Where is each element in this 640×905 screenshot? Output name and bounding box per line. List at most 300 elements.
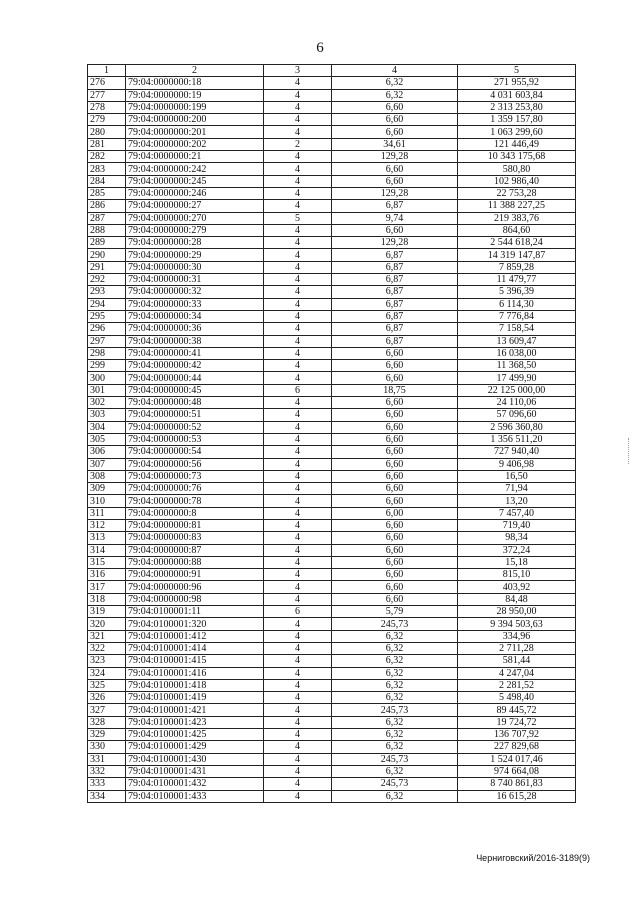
- category-cell: 4: [264, 237, 332, 249]
- cadastral-number-cell: 79:04:0000000:21: [126, 151, 264, 163]
- category-cell: 4: [264, 458, 332, 470]
- cadastral-number-cell: 79:04:0100001:418: [126, 679, 264, 691]
- cadastral-number-cell: 79:04:0100001:11: [126, 606, 264, 618]
- cadastral-number-cell: 79:04:0000000:31: [126, 274, 264, 286]
- rate-cell: 6,60: [332, 532, 458, 544]
- category-cell: 4: [264, 729, 332, 741]
- table-row: [88, 581, 576, 593]
- table-row: [88, 298, 576, 310]
- amount-cell: 271 955,92: [458, 77, 576, 89]
- amount-cell: 9 406,98: [458, 458, 576, 470]
- category-cell: 4: [264, 360, 332, 372]
- cadastral-number-cell: 79:04:0000000:279: [126, 224, 264, 236]
- cadastral-number-cell: 79:04:0100001:416: [126, 667, 264, 679]
- rate-cell: 129,28: [332, 187, 458, 199]
- table-row: [88, 458, 576, 470]
- rate-cell: 9,74: [332, 212, 458, 224]
- row-number-cell: 318: [88, 593, 126, 605]
- amount-cell: 219 383,76: [458, 212, 576, 224]
- row-number-cell: 320: [88, 618, 126, 630]
- rate-cell: 34,61: [332, 138, 458, 150]
- category-cell: 4: [264, 286, 332, 298]
- table-row: [88, 618, 576, 630]
- rate-cell: 6,32: [332, 667, 458, 679]
- row-number-cell: 284: [88, 175, 126, 187]
- cadastral-number-cell: 79:04:0000000:78: [126, 495, 264, 507]
- amount-cell: 17 499,90: [458, 372, 576, 384]
- category-cell: 4: [264, 716, 332, 728]
- category-cell: 4: [264, 126, 332, 138]
- amount-cell: 136 707,92: [458, 729, 576, 741]
- amount-cell: 2 544 618,24: [458, 237, 576, 249]
- table-row: [88, 274, 576, 286]
- table-row: [88, 753, 576, 765]
- category-cell: 4: [264, 556, 332, 568]
- category-cell: 4: [264, 274, 332, 286]
- category-cell: 4: [264, 532, 332, 544]
- category-cell: 6: [264, 606, 332, 618]
- cadastral-number-cell: 79:04:0100001:421: [126, 704, 264, 716]
- row-number-cell: 311: [88, 507, 126, 519]
- table-row: [88, 310, 576, 322]
- table-row: [88, 716, 576, 728]
- cadastral-number-cell: 79:04:0000000:200: [126, 114, 264, 126]
- amount-cell: 2 596 360,80: [458, 421, 576, 433]
- cadastral-number-cell: 79:04:0000000:270: [126, 212, 264, 224]
- row-number-cell: 332: [88, 765, 126, 777]
- rate-cell: 6,32: [332, 679, 458, 691]
- rate-cell: 6,32: [332, 642, 458, 654]
- table-row: [88, 556, 576, 568]
- cadastral-number-cell: 79:04:0000000:33: [126, 298, 264, 310]
- rate-cell: 6,60: [332, 569, 458, 581]
- rate-cell: 18,75: [332, 384, 458, 396]
- rate-cell: 6,60: [332, 483, 458, 495]
- category-cell: 4: [264, 704, 332, 716]
- cadastral-number-cell: 79:04:0000000:38: [126, 335, 264, 347]
- rate-cell: 6,60: [332, 101, 458, 113]
- rate-cell: 6,60: [332, 556, 458, 568]
- category-cell: 4: [264, 77, 332, 89]
- rate-cell: 6,60: [332, 114, 458, 126]
- amount-cell: 5 396,39: [458, 286, 576, 298]
- amount-cell: 16,50: [458, 470, 576, 482]
- category-cell: 4: [264, 89, 332, 101]
- amount-cell: 7 158,54: [458, 323, 576, 335]
- table-row: [88, 286, 576, 298]
- amount-cell: 1 524 017,46: [458, 753, 576, 765]
- amount-cell: 4 247,04: [458, 667, 576, 679]
- amount-cell: 7 457,40: [458, 507, 576, 519]
- rate-cell: 6,32: [332, 655, 458, 667]
- rate-cell: 6,87: [332, 286, 458, 298]
- row-number-cell: 329: [88, 729, 126, 741]
- rate-cell: 245,73: [332, 618, 458, 630]
- category-cell: 4: [264, 483, 332, 495]
- amount-cell: 372,24: [458, 544, 576, 556]
- amount-cell: 16 038,00: [458, 347, 576, 359]
- amount-cell: 11 479,77: [458, 274, 576, 286]
- row-number-cell: 298: [88, 347, 126, 359]
- rate-cell: 6,60: [332, 519, 458, 531]
- rate-cell: 6,32: [332, 741, 458, 753]
- category-cell: 4: [264, 261, 332, 273]
- category-cell: 4: [264, 175, 332, 187]
- table-row: [88, 569, 576, 581]
- category-cell: 4: [264, 618, 332, 630]
- row-number-cell: 327: [88, 704, 126, 716]
- category-cell: 4: [264, 224, 332, 236]
- amount-cell: 98,34: [458, 532, 576, 544]
- rate-cell: 6,87: [332, 323, 458, 335]
- row-number-cell: 299: [88, 360, 126, 372]
- cadastral-number-cell: 79:04:0000000:34: [126, 310, 264, 322]
- rate-cell: 6,32: [332, 790, 458, 802]
- row-number-cell: 294: [88, 298, 126, 310]
- amount-cell: 815,10: [458, 569, 576, 581]
- rate-cell: 6,60: [332, 372, 458, 384]
- cadastral-number-cell: 79:04:0100001:429: [126, 741, 264, 753]
- row-number-cell: 304: [88, 421, 126, 433]
- category-cell: 4: [264, 667, 332, 679]
- table-row: [88, 224, 576, 236]
- cadastral-number-cell: 79:04:0000000:199: [126, 101, 264, 113]
- rate-cell: 6,60: [332, 360, 458, 372]
- column-header: 3: [264, 65, 332, 77]
- amount-cell: 84,48: [458, 593, 576, 605]
- cadastral-number-cell: 79:04:0000000:54: [126, 446, 264, 458]
- rate-cell: 129,28: [332, 151, 458, 163]
- category-cell: 4: [264, 679, 332, 691]
- amount-cell: 8 740 861,83: [458, 778, 576, 790]
- table-row: [88, 446, 576, 458]
- category-cell: 4: [264, 163, 332, 175]
- rate-cell: 6,87: [332, 298, 458, 310]
- cadastral-number-cell: 79:04:0000000:8: [126, 507, 264, 519]
- cadastral-number-cell: 79:04:0000000:18: [126, 77, 264, 89]
- table-row: [88, 138, 576, 150]
- amount-cell: 15,18: [458, 556, 576, 568]
- cadastral-number-cell: 79:04:0000000:42: [126, 360, 264, 372]
- cadastral-number-cell: 79:04:0100001:431: [126, 765, 264, 777]
- amount-cell: 2 281,52: [458, 679, 576, 691]
- category-cell: 4: [264, 741, 332, 753]
- table-row: [88, 729, 576, 741]
- document-id: Черниговский/2016-3189(9): [476, 853, 590, 863]
- cadastral-number-cell: 79:04:0100001:425: [126, 729, 264, 741]
- cadastral-number-cell: 79:04:0000000:81: [126, 519, 264, 531]
- rate-cell: 6,87: [332, 310, 458, 322]
- row-number-cell: 276: [88, 77, 126, 89]
- category-cell: 4: [264, 778, 332, 790]
- category-cell: 4: [264, 409, 332, 421]
- cadastral-number-cell: 79:04:0000000:246: [126, 187, 264, 199]
- rate-cell: 6,60: [332, 581, 458, 593]
- table-header-row: [88, 65, 576, 77]
- rate-cell: 6,60: [332, 433, 458, 445]
- rate-cell: 6,60: [332, 544, 458, 556]
- table-row: [88, 151, 576, 163]
- category-cell: 4: [264, 433, 332, 445]
- rate-cell: 6,32: [332, 89, 458, 101]
- table-row: [88, 778, 576, 790]
- rate-cell: 6,32: [332, 765, 458, 777]
- row-number-cell: 323: [88, 655, 126, 667]
- amount-cell: 57 096,60: [458, 409, 576, 421]
- row-number-cell: 288: [88, 224, 126, 236]
- category-cell: 4: [264, 397, 332, 409]
- amount-cell: 6 114,30: [458, 298, 576, 310]
- rate-cell: 6,60: [332, 224, 458, 236]
- rate-cell: 6,60: [332, 175, 458, 187]
- category-cell: 4: [264, 495, 332, 507]
- row-number-cell: 302: [88, 397, 126, 409]
- row-number-cell: 303: [88, 409, 126, 421]
- amount-cell: 1 063 299,60: [458, 126, 576, 138]
- table-row: [88, 261, 576, 273]
- rate-cell: 6,32: [332, 729, 458, 741]
- row-number-cell: 297: [88, 335, 126, 347]
- row-number-cell: 308: [88, 470, 126, 482]
- row-number-cell: 289: [88, 237, 126, 249]
- cadastral-number-cell: 79:04:0000000:202: [126, 138, 264, 150]
- margin-mark: [628, 438, 630, 464]
- row-number-cell: 334: [88, 790, 126, 802]
- amount-cell: 719,40: [458, 519, 576, 531]
- cadastral-number-cell: 79:04:0000000:245: [126, 175, 264, 187]
- rate-cell: 6,87: [332, 335, 458, 347]
- amount-cell: 580,80: [458, 163, 576, 175]
- rate-cell: 6,87: [332, 274, 458, 286]
- table-row: [88, 593, 576, 605]
- amount-cell: 727 940,40: [458, 446, 576, 458]
- column-header: 5: [458, 65, 576, 77]
- row-number-cell: 309: [88, 483, 126, 495]
- column-header: 1: [88, 65, 126, 77]
- table-row: [88, 200, 576, 212]
- amount-cell: 89 445,72: [458, 704, 576, 716]
- cadastral-number-cell: 79:04:0100001:430: [126, 753, 264, 765]
- rate-cell: 6,60: [332, 126, 458, 138]
- row-number-cell: 328: [88, 716, 126, 728]
- amount-cell: 864,60: [458, 224, 576, 236]
- table-row: [88, 741, 576, 753]
- rate-cell: 5,79: [332, 606, 458, 618]
- cadastral-number-cell: 79:04:0000000:28: [126, 237, 264, 249]
- amount-cell: 13 609,47: [458, 335, 576, 347]
- cadastral-number-cell: 79:04:0100001:320: [126, 618, 264, 630]
- table-row: [88, 126, 576, 138]
- rate-cell: 245,73: [332, 753, 458, 765]
- row-number-cell: 278: [88, 101, 126, 113]
- amount-cell: 974 664,08: [458, 765, 576, 777]
- category-cell: 4: [264, 790, 332, 802]
- row-number-cell: 333: [88, 778, 126, 790]
- amount-cell: 14 319 147,87: [458, 249, 576, 261]
- amount-cell: 19 724,72: [458, 716, 576, 728]
- table-row: [88, 187, 576, 199]
- rate-cell: 129,28: [332, 237, 458, 249]
- amount-cell: 2 313 253,80: [458, 101, 576, 113]
- category-cell: 4: [264, 630, 332, 642]
- table-row: [88, 470, 576, 482]
- amount-cell: 1 356 511,20: [458, 433, 576, 445]
- rate-cell: 6,87: [332, 249, 458, 261]
- table-row: [88, 335, 576, 347]
- column-header: 2: [126, 65, 264, 77]
- category-cell: 4: [264, 249, 332, 261]
- category-cell: 4: [264, 642, 332, 654]
- cadastral-number-cell: 79:04:0000000:83: [126, 532, 264, 544]
- rate-cell: 245,73: [332, 778, 458, 790]
- cadastral-number-cell: 79:04:0000000:98: [126, 593, 264, 605]
- category-cell: 4: [264, 101, 332, 113]
- table-row: [88, 212, 576, 224]
- table-row: [88, 544, 576, 556]
- amount-cell: 334,96: [458, 630, 576, 642]
- amount-cell: 7 859,28: [458, 261, 576, 273]
- row-number-cell: 321: [88, 630, 126, 642]
- table-row: [88, 89, 576, 101]
- rate-cell: 6,32: [332, 716, 458, 728]
- rate-cell: 6,87: [332, 261, 458, 273]
- category-cell: 4: [264, 114, 332, 126]
- table-row: [88, 77, 576, 89]
- rate-cell: 245,73: [332, 704, 458, 716]
- rate-cell: 6,60: [332, 458, 458, 470]
- amount-cell: 13,20: [458, 495, 576, 507]
- amount-cell: 2 711,28: [458, 642, 576, 654]
- table-row: [88, 249, 576, 261]
- row-number-cell: 305: [88, 433, 126, 445]
- category-cell: 4: [264, 470, 332, 482]
- table-row: [88, 163, 576, 175]
- rate-cell: 6,87: [332, 200, 458, 212]
- row-number-cell: 283: [88, 163, 126, 175]
- registry-table: [87, 64, 576, 803]
- category-cell: 4: [264, 347, 332, 359]
- cadastral-number-cell: 79:04:0000000:56: [126, 458, 264, 470]
- cadastral-number-cell: 79:04:0100001:419: [126, 692, 264, 704]
- row-number-cell: 291: [88, 261, 126, 273]
- rate-cell: 6,60: [332, 163, 458, 175]
- table-row: [88, 323, 576, 335]
- cadastral-number-cell: 79:04:0000000:91: [126, 569, 264, 581]
- amount-cell: 28 950,00: [458, 606, 576, 618]
- amount-cell: 4 031 603,84: [458, 89, 576, 101]
- row-number-cell: 312: [88, 519, 126, 531]
- cadastral-number-cell: 79:04:0100001:415: [126, 655, 264, 667]
- row-number-cell: 324: [88, 667, 126, 679]
- cadastral-number-cell: 79:04:0000000:36: [126, 323, 264, 335]
- cadastral-number-cell: 79:04:0100001:412: [126, 630, 264, 642]
- category-cell: 4: [264, 310, 332, 322]
- rate-cell: 6,00: [332, 507, 458, 519]
- cadastral-number-cell: 79:04:0000000:27: [126, 200, 264, 212]
- table-row: [88, 237, 576, 249]
- table-row: [88, 409, 576, 421]
- cadastral-number-cell: 79:04:0000000:242: [126, 163, 264, 175]
- category-cell: 4: [264, 187, 332, 199]
- table-row: [88, 765, 576, 777]
- cadastral-number-cell: 79:04:0000000:30: [126, 261, 264, 273]
- row-number-cell: 317: [88, 581, 126, 593]
- amount-cell: 11 388 227,25: [458, 200, 576, 212]
- cadastral-number-cell: 79:04:0000000:29: [126, 249, 264, 261]
- amount-cell: 22 753,28: [458, 187, 576, 199]
- table-row: [88, 606, 576, 618]
- category-cell: 4: [264, 765, 332, 777]
- amount-cell: 24 110,06: [458, 397, 576, 409]
- table-row: [88, 507, 576, 519]
- row-number-cell: 306: [88, 446, 126, 458]
- cadastral-number-cell: 79:04:0000000:32: [126, 286, 264, 298]
- row-number-cell: 296: [88, 323, 126, 335]
- row-number-cell: 286: [88, 200, 126, 212]
- rate-cell: 6,32: [332, 630, 458, 642]
- table-row: [88, 360, 576, 372]
- row-number-cell: 310: [88, 495, 126, 507]
- cadastral-number-cell: 79:04:0100001:423: [126, 716, 264, 728]
- amount-cell: 1 359 157,80: [458, 114, 576, 126]
- amount-cell: 121 446,49: [458, 138, 576, 150]
- category-cell: 4: [264, 323, 332, 335]
- cadastral-number-cell: 79:04:0000000:48: [126, 397, 264, 409]
- table-row: [88, 114, 576, 126]
- category-cell: 4: [264, 655, 332, 667]
- rate-cell: 6,32: [332, 692, 458, 704]
- rate-cell: 6,32: [332, 77, 458, 89]
- row-number-cell: 313: [88, 532, 126, 544]
- row-number-cell: 307: [88, 458, 126, 470]
- cadastral-number-cell: 79:04:0000000:44: [126, 372, 264, 384]
- row-number-cell: 300: [88, 372, 126, 384]
- rate-cell: 6,60: [332, 470, 458, 482]
- cadastral-number-cell: 79:04:0000000:52: [126, 421, 264, 433]
- cadastral-number-cell: 79:04:0000000:41: [126, 347, 264, 359]
- cadastral-number-cell: 79:04:0100001:414: [126, 642, 264, 654]
- row-number-cell: 319: [88, 606, 126, 618]
- row-number-cell: 280: [88, 126, 126, 138]
- table-row: [88, 642, 576, 654]
- amount-cell: 71,94: [458, 483, 576, 495]
- row-number-cell: 285: [88, 187, 126, 199]
- rate-cell: 6,60: [332, 495, 458, 507]
- category-cell: 4: [264, 581, 332, 593]
- table-row: [88, 347, 576, 359]
- category-cell: 6: [264, 384, 332, 396]
- amount-cell: 11 368,50: [458, 360, 576, 372]
- amount-cell: 9 394 503,63: [458, 618, 576, 630]
- cadastral-number-cell: 79:04:0000000:201: [126, 126, 264, 138]
- amount-cell: 16 615,28: [458, 790, 576, 802]
- category-cell: 4: [264, 519, 332, 531]
- table-row: [88, 532, 576, 544]
- table-row: [88, 175, 576, 187]
- table-row: [88, 372, 576, 384]
- row-number-cell: 292: [88, 274, 126, 286]
- amount-cell: 10 343 175,68: [458, 151, 576, 163]
- row-number-cell: 282: [88, 151, 126, 163]
- rate-cell: 6,60: [332, 397, 458, 409]
- amount-cell: 22 125 000,00: [458, 384, 576, 396]
- cadastral-number-cell: 79:04:0000000:73: [126, 470, 264, 482]
- category-cell: 4: [264, 593, 332, 605]
- amount-cell: 581,44: [458, 655, 576, 667]
- row-number-cell: 277: [88, 89, 126, 101]
- amount-cell: 5 498,40: [458, 692, 576, 704]
- row-number-cell: 287: [88, 212, 126, 224]
